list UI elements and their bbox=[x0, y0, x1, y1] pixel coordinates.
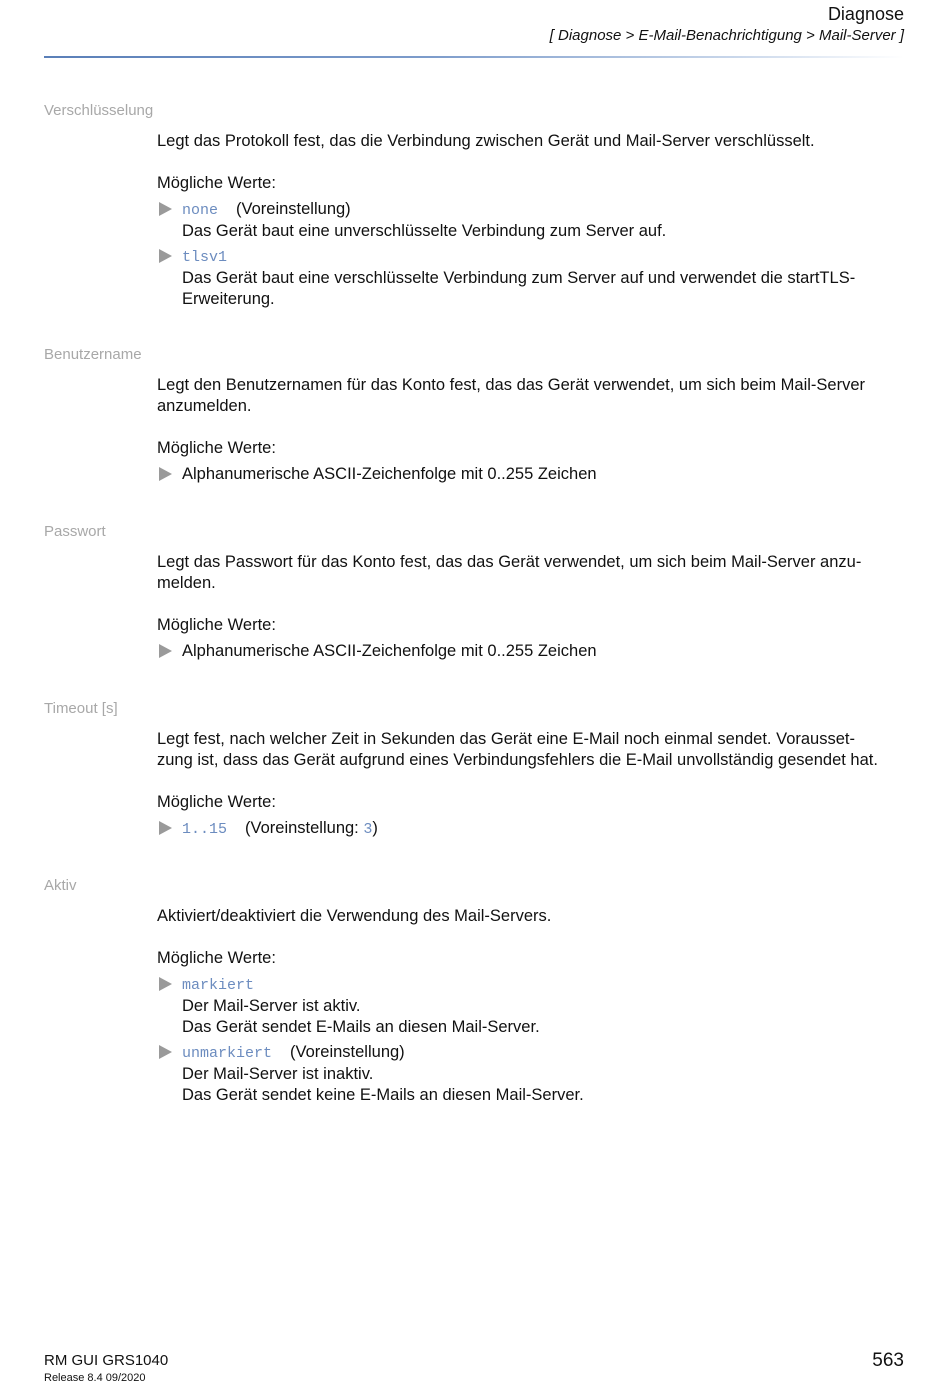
value-text: Das Gerät baut eine unverschlüsselte Verbindung zum Server auf. bbox=[182, 222, 667, 240]
possible-values-label: Mögliche Werte: bbox=[157, 793, 276, 811]
footer-document-id: RM GUI GRS1040 bbox=[44, 1352, 169, 1369]
possible-values-label: Mögliche Werte: bbox=[157, 439, 276, 457]
description-line: Legt das Passwort für das Konto fest, das das Gerät verwendet, um sich beim Mail-Server anzu- bbox=[157, 553, 862, 571]
value-text: Alphanumerische ASCII-Zeichenfolge mit 0..255 Zeichen bbox=[182, 465, 597, 483]
section-label: Aktiv bbox=[44, 877, 77, 894]
value-item bbox=[157, 974, 909, 1038]
value-item bbox=[157, 641, 909, 662]
value-code: 1..15 bbox=[182, 821, 228, 838]
default-code: 3 bbox=[363, 821, 373, 838]
value-text: Das Gerät sendet keine E-Mails an diesen Mail-Server. bbox=[182, 1086, 584, 1104]
bullet-arrow-icon bbox=[159, 1045, 172, 1059]
value-text: Der Mail-Server ist aktiv. bbox=[182, 997, 361, 1015]
value-text: Das Gerät sendet E-Mails an diesen Mail-Server. bbox=[182, 1018, 540, 1036]
bullet-arrow-icon bbox=[159, 644, 172, 658]
description-line: Legt den Benutzernamen für das Konto fest, das das Gerät verwendet, um sich beim Mail-Server bbox=[157, 376, 866, 394]
value-code: unmarkiert bbox=[182, 1045, 273, 1062]
value-item bbox=[157, 464, 909, 485]
page-header-title: Diagnose bbox=[827, 4, 904, 24]
bullet-arrow-icon bbox=[159, 202, 172, 216]
default-prefix: (Voreinstellung: bbox=[245, 819, 364, 837]
section-description bbox=[157, 552, 909, 594]
description-line: melden. bbox=[157, 574, 216, 592]
bullet-arrow-icon bbox=[159, 977, 172, 991]
page-number: 563 bbox=[872, 1350, 904, 1371]
description-line: zung ist, dass das Gerät aufgrund eines Verbindungsfehlers die E-Mail unvollständig gesendet hat. bbox=[157, 751, 878, 769]
value-text: Alphanumerische ASCII-Zeichenfolge mit 0..255 Zeichen bbox=[182, 642, 597, 660]
description-line: anzumelden. bbox=[157, 397, 252, 415]
section-description: Legt das Protokoll fest, das die Verbindung zwischen Gerät und Mail-Server verschlüsselt. bbox=[157, 132, 815, 150]
bullet-arrow-icon bbox=[159, 821, 172, 835]
value-code: markiert bbox=[182, 977, 255, 994]
possible-values-label: Mögliche Werte: bbox=[157, 616, 276, 634]
section-label: Verschlüsselung bbox=[44, 102, 154, 119]
description-line: Legt fest, nach welcher Zeit in Sekunden das Gerät eine E-Mail noch einmal sendet. Vorausset- bbox=[157, 730, 855, 748]
value-text: Erweiterung. bbox=[182, 290, 275, 308]
value-item bbox=[157, 246, 909, 310]
section-description: Aktiviert/deaktiviert die Verwendung des Mail-Servers. bbox=[157, 907, 552, 925]
value-code: tlsv1 bbox=[182, 249, 228, 266]
section-label: Timeout [s] bbox=[44, 700, 118, 717]
value-note: (Voreinstellung) bbox=[236, 200, 351, 218]
bullet-arrow-icon bbox=[159, 467, 172, 481]
possible-values-label: Mögliche Werte: bbox=[157, 174, 276, 192]
value-note: (Voreinstellung) bbox=[290, 1043, 405, 1061]
default-suffix: ) bbox=[372, 819, 378, 837]
value-code: none bbox=[182, 202, 219, 219]
value-text: Das Gerät baut eine verschlüsselte Verbindung zum Server auf und verwendet die startTLS- bbox=[182, 269, 856, 287]
bullet-arrow-icon bbox=[159, 249, 172, 263]
section-description bbox=[157, 729, 909, 771]
value-item bbox=[157, 818, 909, 840]
value-item bbox=[157, 199, 909, 242]
section-label: Benutzername bbox=[44, 346, 142, 363]
section-description bbox=[157, 375, 909, 417]
value-item bbox=[157, 1042, 909, 1106]
possible-values-label: Mögliche Werte: bbox=[157, 949, 276, 967]
value-text: Der Mail-Server ist inaktiv. bbox=[182, 1065, 374, 1083]
footer-release: Release 8.4 09/2020 bbox=[44, 1372, 146, 1384]
section-label: Passwort bbox=[44, 523, 106, 540]
header-divider bbox=[44, 56, 904, 58]
breadcrumb: [ Diagnose > E-Mail-Benachrichtigung > Mail-Server ] bbox=[549, 27, 904, 44]
